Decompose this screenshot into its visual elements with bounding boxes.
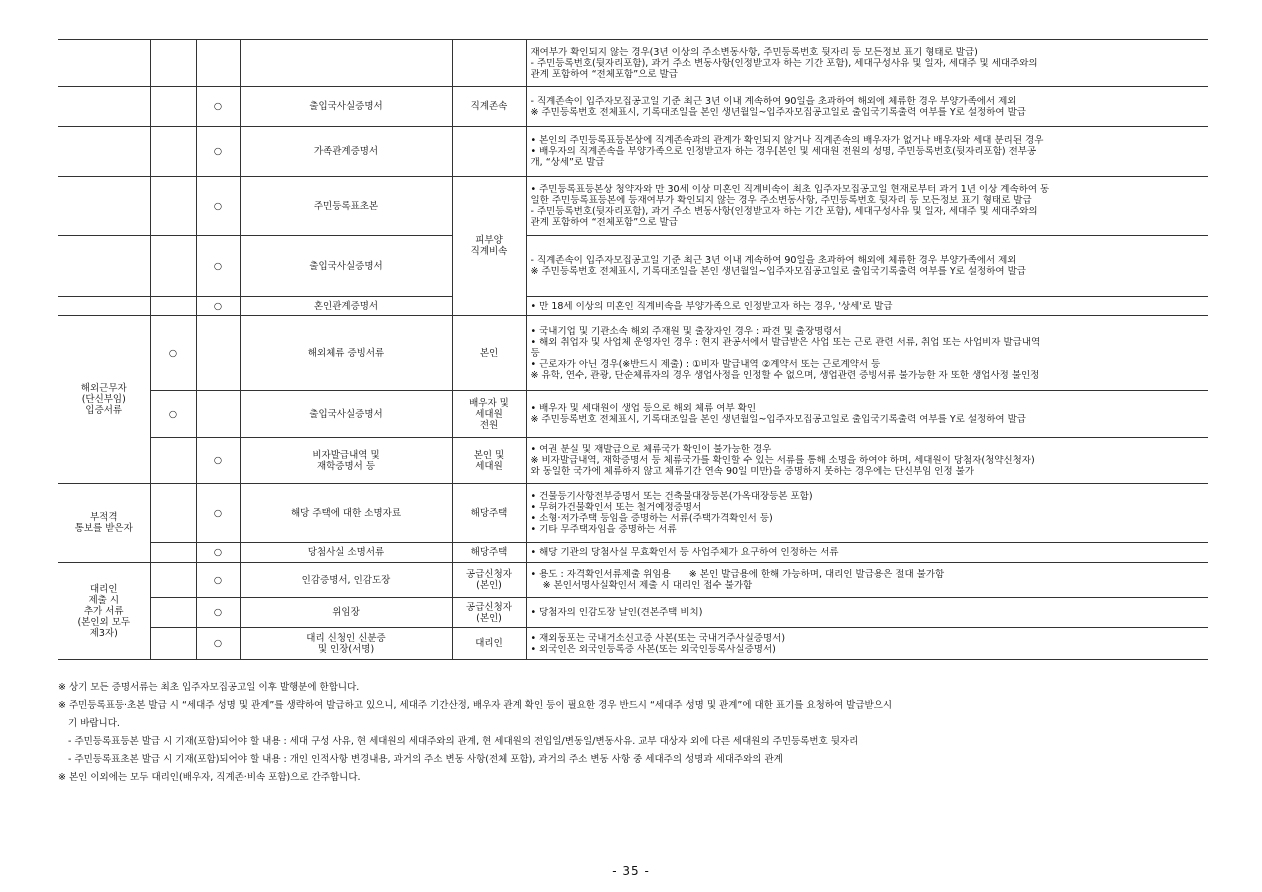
circle-mark: ○ xyxy=(196,177,240,236)
detail-line: • 여권 분실 및 재발급으로 체류국가 확인이 불가능한 경우 xyxy=(530,444,772,455)
footnote-line: ※ 본인 이외에는 모두 대리인(배우자, 직계존·비속 포함)으로 간주합니다. xyxy=(58,772,361,783)
circle-mark: ○ xyxy=(196,563,240,598)
category-cell xyxy=(58,177,150,236)
category-label: 해외근무자 (단신부임) 입증서류 xyxy=(58,316,150,484)
circle-mark: ○ xyxy=(196,628,240,660)
submission-target: 대리인 xyxy=(452,628,526,660)
footnotes xyxy=(58,679,1218,787)
circle-mark: ○ xyxy=(196,87,240,127)
required-mark-cell xyxy=(150,543,196,563)
circle-mark: ○ xyxy=(196,236,240,297)
document-name-cell xyxy=(240,40,452,87)
detail-line: - 직계존속이 입주자모집공고일 기준 최근 3년 이내 계속하여 90일을 초과하여 해외에 체류한 경우 부양가족에서 제외 xyxy=(530,255,1017,266)
circle-mark: ○ xyxy=(150,391,196,438)
category-cell xyxy=(58,40,150,87)
table-row xyxy=(58,543,1208,563)
category-cell xyxy=(58,236,150,297)
document-name: 위임장 xyxy=(240,598,452,628)
submission-target: 본인 및 세대원 xyxy=(452,438,526,484)
document-name: 혼인관계증명서 xyxy=(240,297,452,316)
circle-mark: ○ xyxy=(196,543,240,563)
footnote-line: ※ 주민등록표등·초본 발급 시 “세대주 성명 및 관계”를 생략하여 발급하고 있으니, 세대주 기간산정, 배우자 관계 확인 등이 필요한 경우 반드시 “세대주 성명 및 관계”에 대한 표기를 요청하여 발급받으시 xyxy=(58,700,893,711)
detail-line: 관계 포함하여 “전체포함”으로 발급 xyxy=(530,68,678,80)
detail-line: 관계 포함하여 “전체포함”으로 발급 xyxy=(530,217,678,228)
required-mark-cell xyxy=(150,87,196,127)
document-name: 주민등록표초본 xyxy=(240,177,452,236)
target-cell xyxy=(452,127,526,177)
table-row xyxy=(58,484,1208,543)
table-row xyxy=(58,563,1208,598)
submission-target: 공급신청자 (본인) xyxy=(452,563,526,598)
category-label: 부적격 통보를 받은자 xyxy=(58,484,150,563)
detail-line: • 용도 : 자격확인서류제출 위임용 ※ 본인 발급용에 한해 가능하며, 대리인 발급용은 절대 불가함 xyxy=(530,569,945,580)
table-row xyxy=(58,598,1208,628)
detail-line: • 무허가건물확인서 또는 철거예정증명서 xyxy=(530,502,702,513)
required-mark-cell xyxy=(150,438,196,484)
detail-cell xyxy=(526,87,1208,127)
detail-line: • 외국인은 외국인등록증 사본(또는 외국인등록사실증명서) xyxy=(530,643,776,655)
detail-cell xyxy=(526,484,1208,543)
detail-cell xyxy=(526,543,1208,563)
detail-line: ※ 본인서명사실확인서 제출 시 대리인 접수 불가함 xyxy=(530,580,753,591)
category-cell xyxy=(58,297,150,316)
detail-line: 일한 주민등록표등본에 등재여부가 확인되지 않는 경우 주소변동사항, 주민등록번호 뒷자리 등 모든정보 표기 형태로 발급 xyxy=(530,195,1032,206)
required-mark-cell xyxy=(150,177,196,236)
detail-cell xyxy=(526,316,1208,391)
category-cell xyxy=(58,127,150,177)
detail-line: ※ 주민등록번호 전체표시, 기록대조일을 본인 생년월일~입주자모집공고일로 출입국기록출력 여부를 Y로 설정하여 발급 xyxy=(530,414,1026,425)
category-cell xyxy=(58,87,150,127)
detail-line: • 만 18세 이상의 미혼인 직계비속을 부양가족으로 인정받고자 하는 경우, '상세'로 발급 xyxy=(530,300,893,312)
table-row xyxy=(58,438,1208,484)
detail-line: • 재외동포는 국내거소신고증 사본(또는 국내거주사실증명서) xyxy=(530,632,786,644)
document-name: 당첨사실 소명서류 xyxy=(240,543,452,563)
table-row xyxy=(58,87,1208,127)
required-mark-cell xyxy=(150,563,196,598)
submission-target: 본인 xyxy=(452,316,526,391)
detail-line: • 해외 취업자 및 사업체 운영자인 경우 : 현지 관공서에서 발급받은 사업 또는 근로 관련 서류, 취업 또는 사업비자 발급내역 xyxy=(530,336,1041,348)
footnote-line: ※ 상기 모든 증명서류는 최초 입주자모집공고일 이후 발행분에 한합니다. xyxy=(58,682,360,693)
submission-target: 공급신청자 (본인) xyxy=(452,598,526,628)
detail-line: - 직계존속이 입주자모집공고일 기준 최근 3년 이내 계속하여 90일을 초과하여 해외에 체류한 경우 부양가족에서 제외 xyxy=(530,95,1017,107)
detail-line: 재여부가 확인되지 않는 경우(3년 이상의 주소변동사항, 주민등록번호 뒷자리 등 모든정보 표기 형태로 발급) xyxy=(530,46,978,58)
detail-line: • 주민등록표등본상 청약자와 만 30세 이상 미혼인 직계비속이 최초 입주자모집공고일 현재로부터 과거 1년 이상 계속하여 동 xyxy=(530,184,1050,195)
table-row xyxy=(58,236,1208,297)
conditional-mark-cell xyxy=(196,391,240,438)
document-name: 비자발급내역 및 재학증명서 등 xyxy=(240,438,452,484)
footnote-line: - 주민등록표등본 발급 시 기재(포함)되어야 할 내용 : 세대 구성 사유, 현 세대원의 세대주와의 관계, 현 세대원의 전입일/변동일/변동사유. 교부 대상자 외에 다른 세대원의 주민등록번호 뒷자리 xyxy=(68,736,859,747)
detail-line: ※ 주민등록번호 전체표시, 기록대조일을 본인 생년월일~입주자모집공고일로 출입국기록출력 여부를 Y로 설정하여 발급 xyxy=(530,266,1026,277)
detail-line: 개, “상세”로 발급 xyxy=(530,157,605,168)
detail-cell xyxy=(526,391,1208,438)
circle-mark: ○ xyxy=(196,438,240,484)
circle-mark: ○ xyxy=(150,316,196,391)
category-label: 대리인 제출 시 추가 서류 (본인외 모두 제3자) xyxy=(58,563,150,660)
submission-target: 직계존속 xyxy=(452,87,526,127)
table-row xyxy=(58,628,1208,660)
document-name: 해당 주택에 대한 소명자료 xyxy=(240,484,452,543)
required-mark-cell xyxy=(150,40,196,87)
detail-line: • 근로자가 아닌 경우(※반드시 제출) : ①비자 발급내역 ②계약서 또는 근로계약서 등 xyxy=(530,358,881,370)
detail-line: • 배우자의 직계존속을 부양가족으로 인정받고자 하는 경우[본인 및 세대원 전원의 성명, 주민등록번호(뒷자리포함) 전부공 xyxy=(530,146,1037,157)
table-row xyxy=(58,40,1208,87)
page-number: - 35 - xyxy=(612,864,650,878)
document-name: 출입국사실증명서 xyxy=(240,391,452,438)
detail-line: ※ 비자발급내역, 재학증명서 등 체류국가를 확인할 수 있는 서류를 통해 소명을 하여야 하며, 세대원이 당첨자(청약신청자) xyxy=(530,455,1035,466)
detail-cell xyxy=(526,598,1208,628)
table-row xyxy=(58,177,1208,236)
submission-target: 해당주택 xyxy=(452,543,526,563)
detail-line: 와 동일한 국가에 체류하지 않고 체류기간 연속 90일 미만)을 증명하지 못하는 경우에는 단신부임 인정 불가 xyxy=(530,466,975,477)
table-row xyxy=(58,297,1208,316)
conditional-mark-cell xyxy=(196,40,240,87)
document-requirements-table xyxy=(58,39,1208,660)
detail-line: ※ 주민등록번호 전체표시, 기록대조일을 본인 생년월일~입주자모집공고일로 출입국기록출력 여부를 Y로 설정하여 발급 xyxy=(530,106,1026,118)
detail-line: • 기타 무주택자임을 증명하는 서류 xyxy=(530,524,677,535)
detail-line: • 본인의 주민등록표등본상에 직계존속과의 관계가 확인되지 않거나 직계존속의 배우자가 없거나 배우자와 세대 분리된 경우 xyxy=(530,135,1044,146)
detail-line: - 주민등록번호(뒷자리포함), 과거 주소 변동사항(인정받고자 하는 기간 포함), 세대구성사유 및 일자, 세대주 및 세대주와의 xyxy=(530,57,1038,69)
document-name: 해외체류 증빙서류 xyxy=(240,316,452,391)
detail-line: 등 xyxy=(530,347,540,359)
circle-mark: ○ xyxy=(196,127,240,177)
required-mark-cell xyxy=(150,236,196,297)
detail-line: • 해당 기관의 당첨사실 무효확인서 등 사업주체가 요구하여 인정하는 서류 xyxy=(530,547,839,558)
circle-mark: ○ xyxy=(196,484,240,543)
circle-mark: ○ xyxy=(196,598,240,628)
detail-line: ※ 유학, 연수, 관광, 단순체류자의 경우 생업사정을 인정할 수 없으며, 생업관련 증빙서류 불가능한 자 또한 생업사정 불인정 xyxy=(530,369,1040,381)
detail-line: • 소형·저가주택 등임을 증명하는 서류(주택가격확인서 등) xyxy=(530,513,773,524)
detail-cell xyxy=(526,40,1208,87)
detail-cell xyxy=(526,177,1208,236)
required-mark-cell xyxy=(150,628,196,660)
detail-line: • 건물등기사항전부증명서 또는 건축물대장등본(가옥대장등본 포함) xyxy=(530,491,813,502)
detail-cell xyxy=(526,127,1208,177)
circle-mark: ○ xyxy=(196,297,240,316)
required-mark-cell xyxy=(150,127,196,177)
detail-cell xyxy=(526,563,1208,598)
document-name: 출입국사실증명서 xyxy=(240,87,452,127)
document-name: 대리 신청인 신분증 및 인장(서명) xyxy=(240,628,452,660)
detail-cell xyxy=(526,628,1208,660)
submission-target: 피부양 직계비속 xyxy=(452,177,526,316)
document-name: 출입국사실증명서 xyxy=(240,236,452,297)
required-mark-cell xyxy=(150,484,196,543)
conditional-mark-cell xyxy=(196,316,240,391)
target-cell xyxy=(452,40,526,87)
footnote-line: - 주민등록표초본 발급 시 기재(포함)되어야 할 내용 : 개인 인적사항 변경내용, 과거의 주소 변동 사항(전체 포함), 과거의 주소 변동 사항 중 세대주의 성명과 세대주와의 관계 xyxy=(68,754,783,765)
detail-cell xyxy=(526,297,1208,316)
table-row xyxy=(58,316,1208,391)
submission-target: 배우자 및 세대원 전원 xyxy=(452,391,526,438)
detail-line: - 주민등록번호(뒷자리포함), 과거 주소 변동사항(인정받고자 하는 기간 포함), 세대구성사유 및 일자, 세대주 및 세대주와의 xyxy=(530,206,1038,217)
detail-line: • 국내기업 및 기관소속 해외 주재원 및 출장자인 경우 : 파견 및 출장명령서 xyxy=(530,325,842,337)
submission-target: 해당주택 xyxy=(452,484,526,543)
document-name: 인감증명서, 인감도장 xyxy=(240,563,452,598)
detail-line: • 당첨자의 인감도장 날인(견본주택 비치) xyxy=(530,607,703,618)
document-name: 가족관계증명서 xyxy=(240,127,452,177)
detail-cell xyxy=(526,236,1208,297)
detail-cell xyxy=(526,438,1208,484)
table-row xyxy=(58,127,1208,177)
required-mark-cell xyxy=(150,297,196,316)
table-row xyxy=(58,391,1208,438)
required-mark-cell xyxy=(150,598,196,628)
detail-line: • 배우자 및 세대원이 생업 등으로 해외 체류 여부 확인 xyxy=(530,403,756,414)
footnote-line: 기 바랍니다. xyxy=(68,718,120,729)
